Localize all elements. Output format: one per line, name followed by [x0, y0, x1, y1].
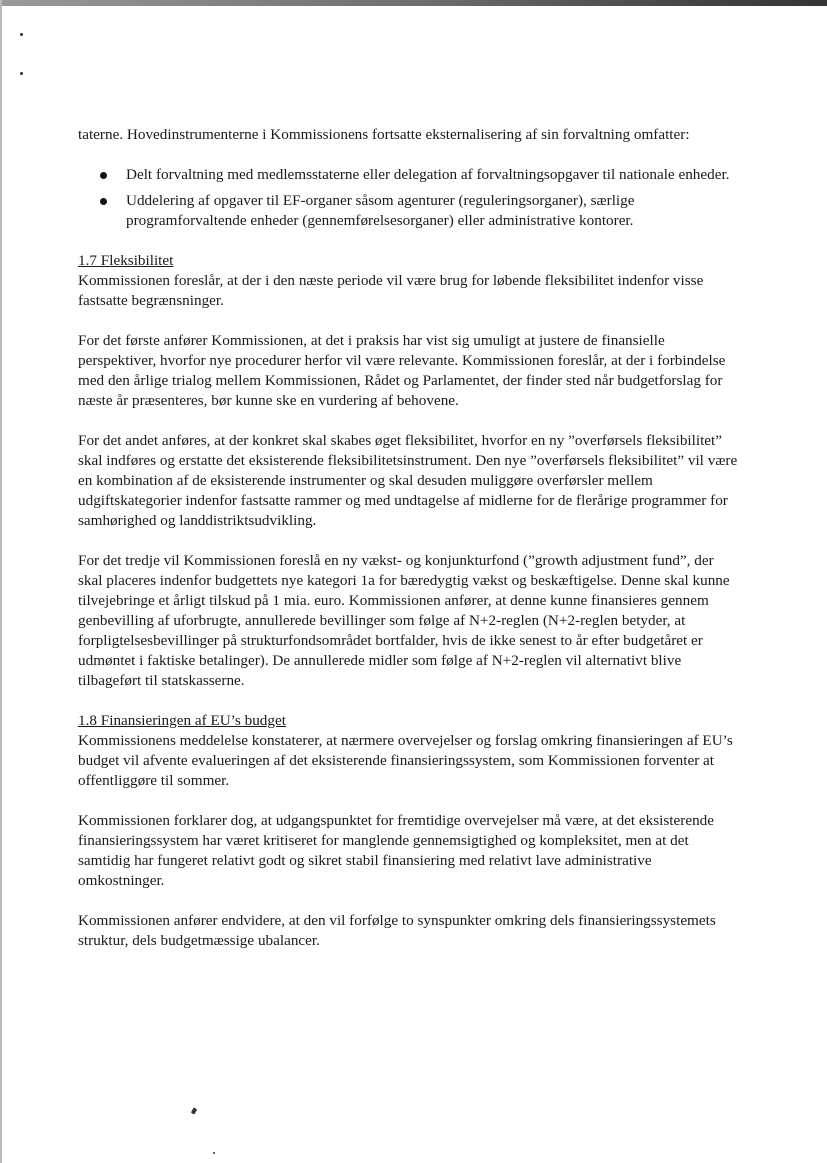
- section-heading-1-7: 1.7 Fleksibilitet: [78, 252, 174, 269]
- scan-top-edge: [0, 0, 827, 6]
- list-item: [78, 191, 738, 231]
- paragraph: Kommissionen foreslår, at der i den næste periode vil være brug for løbende fleksibilitet indenfor visse fastsatte begrænsninger.: [78, 272, 704, 309]
- paragraph: For det andet anføres, at der konkret skal skabes øget fleksibilitet, hvorfor en ny ”overførsels fleksibilitet” skal indføres og erstatte det eksisterende fleksibilitetsinstrument. Den nye ”overførsels fleksibilitet” vil være en kombination af de eksisterende instrumenter og skal desuden muliggøre overførsler mellem udgiftskategorier indenfor fastsatte rammer og med undtagelse af midlerne for de flerårige programmer for samhørighed og landdistriktsudvikling.: [78, 432, 738, 529]
- scan-speck: [191, 1107, 197, 1114]
- list-item-text: Uddelering af opgaver til EF-organer såsom agenturer (reguleringsorganer), særlige programforvaltende enheder (gennemførelsesorganer) eller administrative kontorer.: [126, 192, 635, 229]
- paragraph: Kommissionen anfører endvidere, at den vil forfølge to synspunkter omkring dels finansieringssystemets struktur, dels budgetmæssige ubalancer.: [78, 912, 716, 949]
- scan-speck: [213, 1152, 215, 1154]
- section-heading-1-8: 1.8 Finansieringen af EU’s budget: [78, 712, 286, 729]
- list-item: [78, 165, 738, 185]
- scan-left-edge: [0, 0, 2, 1163]
- document-page: [78, 125, 738, 971]
- paragraph: Kommissionens meddelelse konstaterer, at nærmere overvejelser og forslag omkring finansieringen af EU’s budget vil afvente evalueringen af det eksisterende finansieringssystem, som Kommissionen forventer at offentliggøre til sommer.: [78, 732, 733, 789]
- scan-speck: [20, 33, 23, 36]
- paragraph: For det første anfører Kommissionen, at det i praksis har vist sig umuligt at justere de finansielle perspektiver, hvorfor nye procedurer herfor vil være relevante. Kommissionen foreslår, at der i forbindelse med den årlige trialog mellem Kommissionen, Rådet og Parlamentet, der finder sted når budgetforslag for næste år præsenteres, bør kunne ske en vurdering af behovene.: [78, 332, 726, 409]
- paragraph: For det tredje vil Kommissionen foreslå en ny vækst- og konjunkturfond (”growth adjustment fund”, der skal placeres indenfor budgettets nye kategori 1a for bæredygtig vækst og beskæftigelse. Denne skal kunne tilvejebringe et årligt tilskud på 1 mia. euro. Kommissionen anfører, at denne kunne finansieres gennem genbevilling af uforbrugte, annullerede bevillinger som følge af N+2-reglen (N+2-reglen betyder, at forpligtelsesbevillinger på strukturfondsområdet bortfalder, hvis de ikke senest to år efter budgetåret er udmøntet i faktiske betalinger). De annullerede midler som følge af N+2-reglen vil alternativt blive tilbageført til statskasserne.: [78, 552, 730, 689]
- bullet-list: [78, 165, 738, 231]
- intro-paragraph: taterne. Hovedinstrumenterne i Kommissionens fortsatte eksternalisering af sin forvaltning omfatter:: [78, 126, 690, 143]
- bullet-icon: [100, 172, 107, 179]
- scan-speck: [20, 72, 23, 75]
- paragraph: Kommissionen forklarer dog, at udgangspunktet for fremtidige overvejelser må være, at det eksisterende finansieringssystem har været kritiseret for manglende gennemsigtighed og kompleksitet, men at det samtidig har fungeret relativt godt og sikret stabil finansiering med relativt lave administrative omkostninger.: [78, 812, 714, 889]
- list-item-text: Delt forvaltning med medlemsstaterne eller delegation af forvaltningsopgaver til nationale enheder.: [126, 166, 730, 183]
- bullet-icon: [100, 198, 107, 205]
